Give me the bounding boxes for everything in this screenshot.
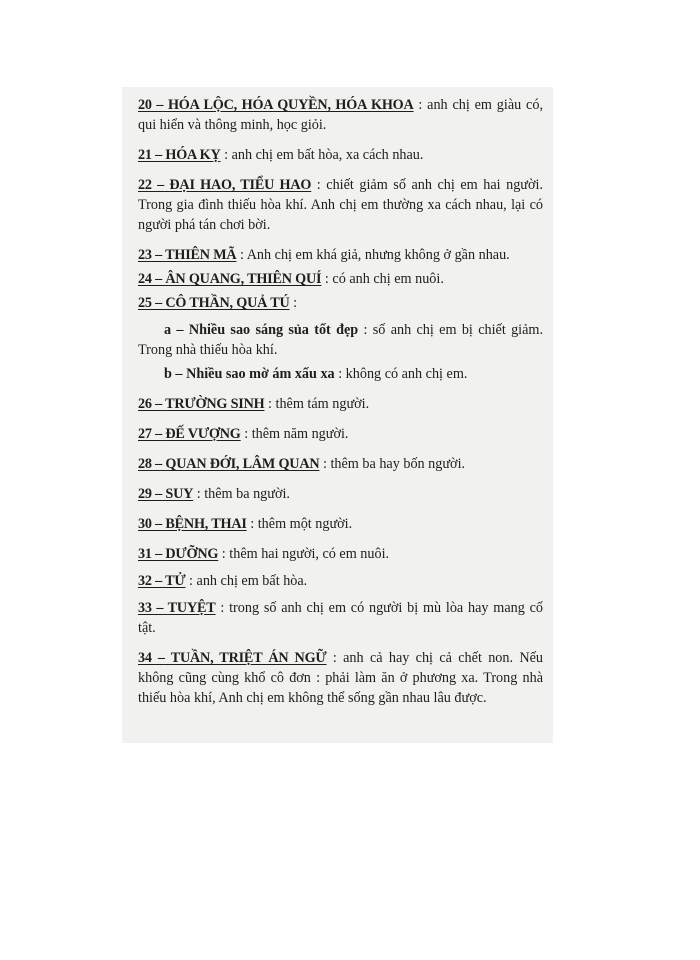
entry-heading: 20 – HÓA LỘC, HÓA QUYỀN, HÓA KHOA [138, 97, 414, 113]
entry-heading: 24 – ÂN QUANG, THIÊN QUÍ [138, 271, 322, 287]
entry-heading: 34 – TUẦN, TRIỆT ÁN NGỮ [138, 650, 327, 666]
entry-32: 32 – TỬ : anh chị em bất hòa. [138, 573, 308, 589]
entry-26: 26 – TRƯỜNG SINH : thêm tám người. [138, 396, 370, 412]
entry-34: 34 – TUẦN, TRIỆT ÁN NGỮ : anh cả hay chị cả chết non. Nếu không cũng cùng khổ cô đơn : phải làm ăn ở phương xa. Trong nhà thiếu hòa khí, Anh chị em không thể sống gần nhau lâu được. [138, 650, 544, 706]
entry-25a: a – Nhiều sao sáng sủa tốt đẹp : số anh chị em bị chiết giảm. Trong nhà thiếu hòa khí. [138, 322, 544, 358]
entry-21: 21 – HÓA KỴ : anh chị em bất hòa, xa cách nhau. [138, 147, 424, 163]
entry-heading: 29 – SUY [138, 486, 194, 502]
entry-heading: 30 – BỆNH, THAI [138, 516, 247, 532]
entry-heading: 27 – ĐẾ VƯỢNG [138, 426, 241, 442]
entry-heading: 22 – ĐẠI HAO, TIỂU HAO [138, 177, 312, 193]
entry-heading: 28 – QUAN ĐỚI, LÂM QUAN [138, 456, 320, 472]
entry-heading: 23 – THIÊN MÃ [138, 247, 237, 263]
entry-28: 28 – QUAN ĐỚI, LÂM QUAN : thêm ba hay bốn người. [138, 456, 466, 472]
sub-heading: a – Nhiều sao sáng sủa tốt đẹp [164, 322, 359, 338]
entry-25: 25 – CÔ THẦN, QUẢ TÚ : [138, 295, 298, 311]
entry-24: 24 – ÂN QUANG, THIÊN QUÍ : có anh chị em nuôi. [138, 271, 444, 287]
entry-heading: 33 – TUYỆT [138, 600, 216, 616]
entry-heading: 25 – CÔ THẦN, QUẢ TÚ [138, 295, 290, 311]
entry-heading: 26 – TRƯỜNG SINH [138, 396, 265, 412]
scanned-book-page [122, 87, 553, 743]
entry-27: 27 – ĐẾ VƯỢNG : thêm năm người. [138, 426, 349, 442]
entry-33: 33 – TUYỆT : trong số anh chị em có người bị mù lòa hay mang cố tật. [138, 600, 544, 636]
entry-heading: 32 – TỬ [138, 573, 186, 589]
entry-30: 30 – BỆNH, THAI : thêm một người. [138, 516, 353, 532]
entry-23: 23 – THIÊN MÃ : Anh chị em khá giả, nhưng không ở gần nhau. [138, 247, 510, 263]
entry-22: 22 – ĐẠI HAO, TIỂU HAO : chiết giảm số anh chị em hai người. Trong gia đình thiếu hòa khí. Anh chị em thường xa cách nhau, lại có người phá tán chơi bời. [138, 177, 543, 233]
entry-31: 31 – DƯỠNG : thêm hai người, có em nuôi. [138, 546, 390, 562]
entry-heading: 31 – DƯỠNG [138, 546, 219, 562]
entry-20: 20 – HÓA LỘC, HÓA QUYỀN, HÓA KHOA : anh chị em giàu có, qui hiển và thông minh, học giỏi. [138, 97, 543, 133]
entry-29: 29 – SUY : thêm ba người. [138, 486, 290, 502]
entry-25b: b – Nhiều sao mờ ám xấu xa : không có anh chị em. [164, 366, 468, 382]
sub-heading: b – Nhiều sao mờ ám xấu xa [164, 366, 335, 382]
entry-heading: 21 – HÓA KỴ [138, 147, 221, 163]
